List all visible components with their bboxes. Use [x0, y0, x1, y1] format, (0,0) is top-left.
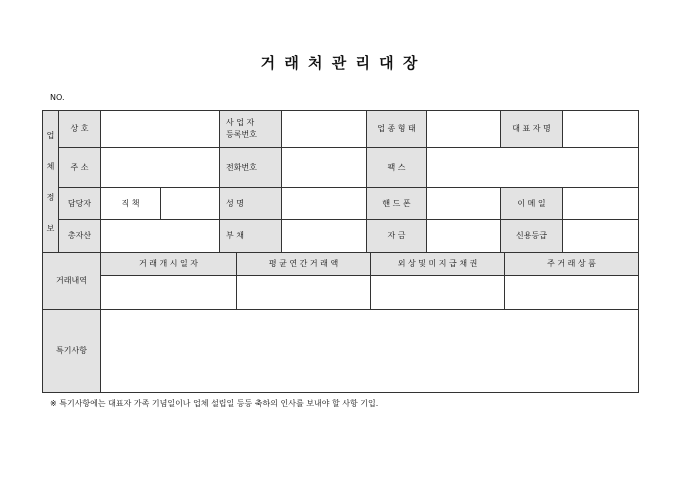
trade-start-date-header: 거 래 개 시 일 자	[101, 253, 237, 276]
capital-label: 자 금	[367, 220, 427, 253]
debt-label: 부 채	[220, 220, 282, 253]
main-products-header: 주 거 래 상 품	[505, 253, 639, 276]
special-notes-field[interactable]	[101, 310, 639, 393]
side-char: 업	[46, 130, 55, 140]
special-notes-label: 특기사항	[43, 310, 101, 393]
company-info-side-label	[43, 111, 59, 253]
company-info-table	[42, 110, 639, 253]
credit-rating-label: 신용등급	[501, 220, 563, 253]
fax-field[interactable]	[427, 148, 639, 188]
main-products-field[interactable]	[505, 276, 639, 310]
manager-label: 담당자	[59, 188, 101, 220]
page-title: 거 래 처 관 리 대 장	[260, 54, 420, 72]
number-label: NO.	[50, 93, 65, 102]
side-char: 보	[46, 223, 55, 233]
phone-field[interactable]	[282, 148, 367, 188]
registration-label-line2: 등록번호	[226, 130, 257, 139]
ceo-name-label: 대 표 자 명	[501, 111, 563, 148]
manager-name-label: 성 명	[220, 188, 282, 220]
mobile-field[interactable]	[427, 188, 501, 220]
phone-label: 전화번호	[220, 148, 282, 188]
special-notes-table	[42, 309, 639, 393]
address-label: 주 소	[59, 148, 101, 188]
company-name-field[interactable]	[101, 111, 220, 148]
side-char: 정	[46, 192, 55, 202]
company-name-label: 상 호	[59, 111, 101, 148]
receivables-header: 외 상 및 미 지 급 채 권	[371, 253, 505, 276]
receivables-field[interactable]	[371, 276, 505, 310]
footnote: ※ 특기사항에는 대표자 가족 기념일이나 업체 설립일 등등 축하의 인사를 보내야 할 사항 기입.	[50, 399, 379, 408]
manager-position-label: 직 책	[101, 188, 161, 220]
trade-history-label: 거래내역	[43, 253, 101, 310]
side-char: 체	[46, 161, 55, 171]
trade-start-date-field[interactable]	[101, 276, 237, 310]
annual-trade-amount-header: 평 균 연 간 거 래 액	[237, 253, 371, 276]
fax-label: 팩 스	[367, 148, 427, 188]
manager-name-field[interactable]	[282, 188, 367, 220]
business-type-label: 업 종 형 태	[367, 111, 427, 148]
total-assets-label: 총자산	[59, 220, 101, 253]
annual-trade-amount-field[interactable]	[237, 276, 371, 310]
capital-field[interactable]	[427, 220, 501, 253]
registration-label-line1: 사 업 자	[226, 118, 255, 127]
registration-number-field[interactable]	[282, 111, 367, 148]
total-assets-field[interactable]	[101, 220, 220, 253]
manager-position-field[interactable]	[161, 188, 220, 220]
credit-rating-field[interactable]	[563, 220, 639, 253]
registration-number-label	[220, 111, 282, 148]
trade-history-table	[42, 252, 639, 310]
mobile-label: 핸 드 폰	[367, 188, 427, 220]
business-type-field[interactable]	[427, 111, 501, 148]
address-field[interactable]	[101, 148, 220, 188]
email-label: 이 메 일	[501, 188, 563, 220]
debt-field[interactable]	[282, 220, 367, 253]
email-field[interactable]	[563, 188, 639, 220]
ceo-name-field[interactable]	[563, 111, 639, 148]
